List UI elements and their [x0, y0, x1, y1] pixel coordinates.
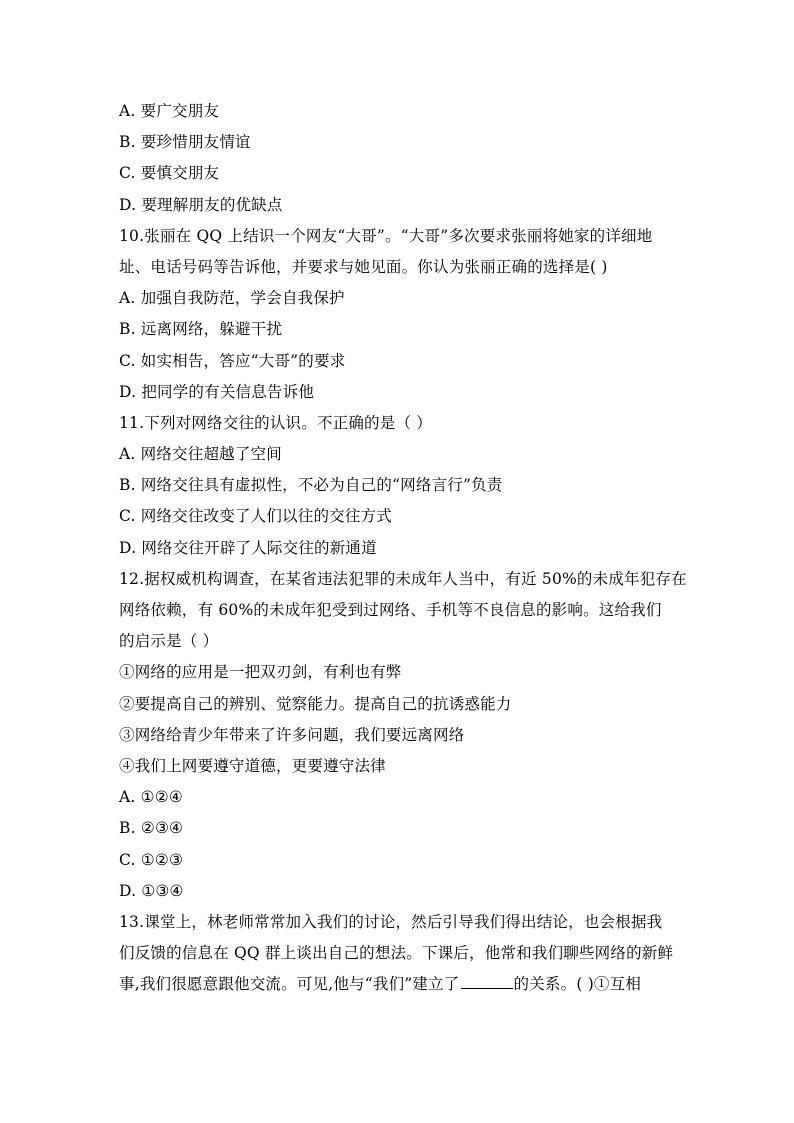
q13-stem-line-3	[119, 969, 675, 1000]
q9-option-d: D. 要理解朋友的优缺点	[119, 195, 283, 214]
q12-stem-line-2: 网络依赖，有 60%的未成年犯受到过网络、手机等不良信息的影响。这给我们	[119, 601, 662, 619]
q12-stem-line-3: 的启示是（ ）	[119, 632, 219, 651]
q11-option-d: D. 网络交往开辟了人际交往的新通道	[119, 538, 377, 557]
q12-statement-4: ④我们上网要遵守道德，更要遵守法律	[119, 756, 386, 775]
q10-option-b: B. 远离网络，躲避干扰	[119, 320, 283, 339]
q10-stem-line-2: 址、电话号码等告诉他，并要求与她见面。你认为张丽正确的选择是( )	[119, 257, 608, 276]
q11-option-c: C. 网络交往改变了人们以往的交往方式	[119, 507, 392, 526]
document-page	[119, 96, 687, 1000]
q10-stem-line-1: 10.张丽在 QQ 上结识一个网友“大哥”。“大哥”多次要求张丽将她家的详细地	[119, 226, 653, 245]
q12-statement-2: ②要提高自己的辨别、觉察能力。提高自己的抗诱惑能力	[119, 694, 512, 713]
q11-option-a: A. 网络交往超越了空间	[119, 445, 282, 464]
q12-option-c: C. ①②③	[119, 850, 184, 869]
q13-text-before-blank: 事,我们很愿意跟他交流。可见,他与“我们”建立了	[119, 975, 460, 994]
q13-stem-line-2: 们反馈的信息在 QQ 群上谈出自己的想法。下课后，他常和我们聊些网络的新鲜	[119, 944, 674, 963]
q13-stem-line-1: 13.课堂上，林老师常常加入我们的讨论，然后引导我们得出结论，也会根据我	[119, 912, 663, 931]
q12-statement-1: ①网络的应用是一把双刃剑，有利也有弊	[119, 663, 402, 682]
q12-stem-line-1: 12.据权威机构调查，在某省违法犯罪的未成年人当中，有近 50%的未成年犯存在	[119, 569, 687, 588]
q12-option-b: B. ②③④	[119, 819, 184, 838]
q13-text-after-blank: 的关系。( )①互相	[513, 975, 642, 994]
q11-stem-line-1: 11.下列对网络交往的认识。不正确的是（ ）	[119, 413, 432, 432]
q10-option-d: D. 把同学的有关信息告诉他	[119, 382, 315, 401]
q9-option-c: C. 要慎交朋友	[119, 164, 220, 183]
q10-option-c: C. 如实相告，答应“大哥”的要求	[119, 351, 346, 370]
q11-option-b: B. 网络交往具有虚拟性，不必为自己的“网络言行”负责	[119, 476, 503, 495]
q9-option-a: A. 要广交朋友	[119, 102, 220, 120]
q12-option-d: D. ①③④	[119, 881, 184, 900]
q10-option-a: A. 加强自我防范，学会自我保护	[119, 289, 345, 308]
q12-option-a: A. ①②④	[119, 788, 183, 807]
fill-in-blank	[461, 972, 513, 989]
q12-statement-3: ③网络给青少年带来了许多问题，我们要远离网络	[119, 725, 465, 744]
q9-option-b: B. 要珍惜朋友情谊	[119, 133, 251, 152]
